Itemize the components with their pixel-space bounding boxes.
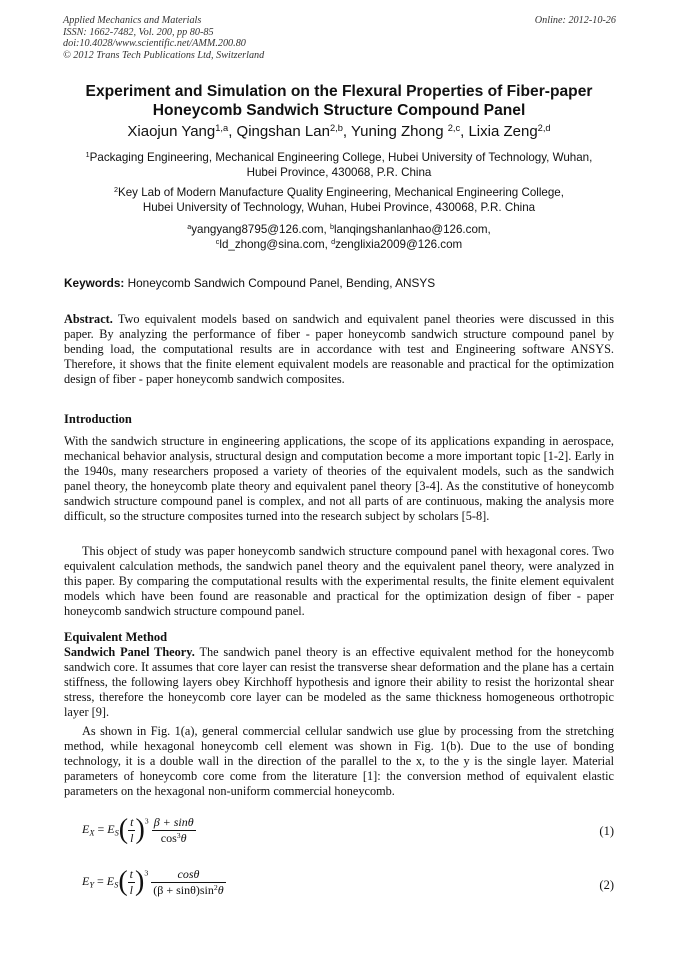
email-address[interactable]: lanqingshanlanhao@126.com, xyxy=(333,223,491,236)
honeycomb-paragraph: As shown in Fig. 1(a), general commercial cellular sandwich use glue by processing from the stretching method, while hexagonal honeycomb cell element was shown in Fig. 1(b). Due to the use of bonding technology, it is a double wall in the direction of the parallel to the x, to the y is the single layer. Material parameters of honeycomb core come from the literature [1]: the conversion method of equivalent elastic parameters on the hexagonal non-uniform commercial honeycomb. xyxy=(64,724,614,798)
email-mark: a xyxy=(187,222,192,232)
journal-header xyxy=(63,15,264,61)
affiliation-text: Packaging Engineering, Mechanical Engineering College, Hubei University of Technology, Wuhan, xyxy=(89,151,593,164)
author-emails xyxy=(40,222,638,252)
title-line-1: Experiment and Simulation on the Flexural Properties of Fiber-paper xyxy=(85,83,593,100)
copyright-line: © 2012 Trans Tech Publications Ltd, Switzerland xyxy=(63,49,265,61)
equation-1: $E_X = E_S$( $\frac{t}{l}$ )$^3$ $\frac{\beta + \sin\theta}{\cos^3\theta}$ xyxy=(82,814,194,845)
email-address[interactable]: zenglixia2009@126.com xyxy=(335,238,463,251)
author-name: Lixia Zeng xyxy=(468,123,538,140)
author-affiliation-mark: 1,a xyxy=(215,122,229,133)
author-name: Qingshan Lan xyxy=(236,123,330,140)
affiliation-text: Hubei Province, 430068, P.R. China xyxy=(246,166,432,179)
online-date: Online: 2012-10-26 xyxy=(534,15,616,26)
affiliation-mark: 2 xyxy=(114,185,118,195)
introduction-paragraph-1: With the sandwich structure in engineering applications, the scope of its applications expanding in aerospace, mechanical behavior analysis, structural design and computation become a more important topic [1-2]. Early in the 1940s, many researchers proposed a variety of theories of the equivalent models, such as the sandwich panel theory, the honeycomb plate theory and equivalent panel theory [3-4]. As the constitutive of honeycomb sandwich structure compound panel is complex, and not all parts of are continuous, making the analysis more difficult, so the structure composites turned into the research subject by scholars [5-8]. xyxy=(64,434,614,523)
equation-1-number: (1) xyxy=(599,824,614,838)
email-address[interactable]: ld_zhong@sina.com, xyxy=(219,238,328,251)
sandwich-panel-paragraph xyxy=(64,645,614,720)
journal-name: Applied Mechanics and Materials xyxy=(63,15,202,26)
paper-title xyxy=(40,82,638,120)
introduction-heading: Introduction xyxy=(64,412,132,426)
keywords-label: Keywords: xyxy=(64,276,125,290)
author-name: Yuning Zhong xyxy=(350,123,444,140)
keywords xyxy=(64,276,435,290)
affiliation-1 xyxy=(40,150,638,180)
issn-line: ISSN: 1662-7482, Vol. 200, pp 80-85 xyxy=(63,26,214,38)
equivalent-method-heading: Equivalent Method xyxy=(64,630,168,644)
author-list: Xiaojun Yang$^{1,a}$, Qingshan Lan$^{2,b}$, Yuning Zhong $^{2,c}$, Lixia Zeng$^{2,d}$ xyxy=(127,122,551,140)
email-mark: d xyxy=(331,237,336,247)
introduction-paragraph-2: This object of study was paper honeycomb sandwich structure compound panel with hexagonal cores. Two equivalent calculation methods, the sandwich panel theory and the equivalent panel theory, were analyzed in this paper. By comparing the computational results with the experimental results, the finite element equivalent models which have been found are reasonable and practical for the optimization design of fiber - paper honeycomb sandwich structure compound panel. xyxy=(64,544,614,618)
author-name: Xiaojun Yang xyxy=(127,123,216,140)
equation-2: $E_Y = E_S$( $\frac{t}{l}$ )$^3$ $\frac{\cos\theta}{(\beta + \sin\theta)\sin^2\theta}$ xyxy=(82,866,224,897)
affiliation-mark: 1 xyxy=(85,150,90,160)
author-affiliation-mark: 2,c xyxy=(447,122,461,133)
affiliation-2 xyxy=(40,185,638,215)
affiliation-text: Key Lab of Modern Manufacture Quality Engineering, Mechanical Engineering College, xyxy=(118,186,564,199)
keywords-text: Honeycomb Sandwich Compound Panel, Bending, ANSYS xyxy=(124,276,436,290)
abstract xyxy=(64,312,614,387)
author-affiliation-mark: 2,b xyxy=(329,122,343,133)
sandwich-panel-label: Sandwich Panel Theory. xyxy=(64,645,195,659)
email-mark: b xyxy=(329,222,334,232)
title-line-2: Honeycomb Sandwich Structure Compound Panel xyxy=(152,102,526,119)
doi-line: doi:10.4028/www.scientific.net/AMM.200.80 xyxy=(63,38,246,50)
abstract-text: Two equivalent models based on sandwich and equivalent panel theories were discussed in this paper. By analyzing the performance of fiber - paper honeycomb sandwich structure compound panel by bending load, the computational results are in accordance with test and Engineering software ANSYS. Therefore, it shows that the finite element equivalent models are reasonable and practical for the optimization design of fiber - paper honeycomb sandwich composites. xyxy=(64,312,614,386)
email-mark: c xyxy=(215,237,220,247)
affiliation-text: Hubei University of Technology, Wuhan, Hubei Province, 430068, P.R. China xyxy=(142,201,536,214)
author-affiliation-mark: 2,d xyxy=(537,122,551,133)
email-address[interactable]: yangyang8795@126.com, xyxy=(191,223,327,236)
sandwich-panel-text: The sandwich panel theory is an effective equivalent method for the honeycomb sandwich core. It assumes that core layer can resist the transverse shear deformation and the plane has a certain stiffness, the following layers obey Kirchhoff hypothesis and ignore their ability to resist the horizontal shear stress, therefore the honeycomb core layer can be modeled as the same thickness homogeneous orthotropic layer [9]. xyxy=(64,645,614,719)
equation-2-number: (2) xyxy=(599,878,614,892)
abstract-label: Abstract. xyxy=(64,312,113,326)
